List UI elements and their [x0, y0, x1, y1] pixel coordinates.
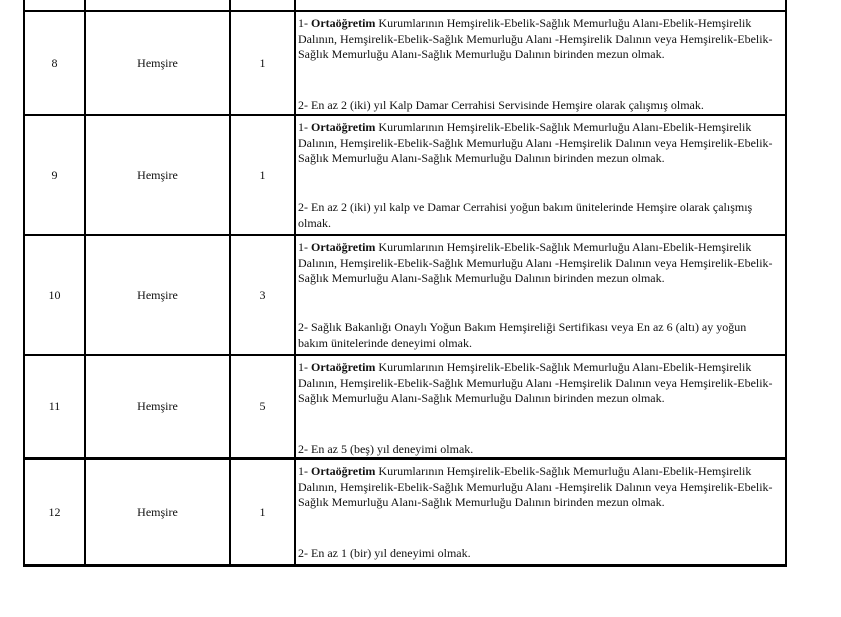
table-row — [25, 12, 785, 116]
requirement-1: 1- Ortaöğretim Kurumlarının Hemşirelik-Ebelik-Sağlık Memurluğu Alanı-Ebelik-Hemşirelik Dalının, Hemşirelik-Ebelik-Sağlık Memurluğu Alanı -Hemşirelik Dalının veya Hemşirelik-Ebelik-Sağlık Memurluğu Alanı-Sağlık Memurluğu Dalının birinden mezun olmak. — [298, 120, 773, 165]
cell-no: 10 — [25, 236, 86, 354]
cell-count: 1 — [231, 460, 296, 564]
requirement-2: 2- En az 5 (beş) yıl deneyimi olmak. — [298, 442, 474, 456]
requirement-2: 2- En az 2 (iki) yıl kalp ve Damar Cerrahisi yoğun bakım ünitelerinde Hemşire olarak çalışmış olmak. — [298, 200, 753, 230]
cell-requirements — [296, 460, 785, 564]
cell-title: Hemşire — [86, 460, 231, 564]
cell-requirements — [296, 236, 785, 354]
requirement-2: 2- En az 2 (iki) yıl Kalp Damar Cerrahisi Servisinde Hemşire olarak çalışmış olmak. — [298, 98, 704, 112]
requirement-2: 2- Sağlık Bakanlığı Onaylı Yoğun Bakım Hemşireliği Sertifikası veya En az 6 (altı) ay yoğun bakım ünitelerinde deneyimi olmak. — [298, 320, 747, 350]
cell-no: 12 — [25, 460, 86, 564]
table-row-partial — [25, 0, 785, 12]
requirement-1: 1- Ortaöğretim Kurumlarının Hemşirelik-Ebelik-Sağlık Memurluğu Alanı-Ebelik-Hemşirelik Dalının, Hemşirelik-Ebelik-Sağlık Memurluğu Alanı -Hemşirelik Dalının veya Hemşirelik-Ebelik-Sağlık Memurluğu Alanı-Sağlık Memurluğu Dalının birinden mezun olmak. — [298, 464, 773, 509]
cell-requirements — [296, 12, 785, 114]
table-row — [25, 356, 785, 460]
cell-title: Hemşire — [86, 356, 231, 457]
cell-no: 8 — [25, 12, 86, 114]
cell-requirements — [296, 0, 785, 10]
cell-count: 1 — [231, 12, 296, 114]
cell-requirements — [296, 116, 785, 234]
requirement-1: 1- Ortaöğretim Kurumlarının Hemşirelik-Ebelik-Sağlık Memurluğu Alanı-Ebelik-Hemşirelik Dalının, Hemşirelik-Ebelik-Sağlık Memurluğu Alanı -Hemşirelik Dalının veya Hemşirelik-Ebelik-Sağlık Memurluğu Alanı-Sağlık Memurluğu Dalının birinden mezun olmak. — [298, 16, 773, 61]
requirement-2: 2- En az 1 (bir) yıl deneyimi olmak. — [298, 546, 471, 560]
requirement-1: 1- Ortaöğretim Kurumlarının Hemşirelik-Ebelik-Sağlık Memurluğu Alanı-Ebelik-Hemşirelik Dalının, Hemşirelik-Ebelik-Sağlık Memurluğu Alanı -Hemşirelik Dalının veya Hemşirelik-Ebelik-Sağlık Memurluğu Alanı-Sağlık Memurluğu Dalının birinden mezun olmak. — [298, 360, 773, 405]
cell-title: Hemşire — [86, 116, 231, 234]
cell-title — [86, 0, 231, 10]
cell-no: 11 — [25, 356, 86, 457]
cell-requirements — [296, 356, 785, 457]
cell-count — [231, 0, 296, 10]
table-row — [25, 236, 785, 356]
table-row — [25, 116, 785, 236]
cell-no — [25, 0, 86, 10]
cell-count: 3 — [231, 236, 296, 354]
requirements-table — [23, 0, 787, 567]
cell-title: Hemşire — [86, 12, 231, 114]
cell-count: 1 — [231, 116, 296, 234]
requirement-1: 1- Ortaöğretim Kurumlarının Hemşirelik-Ebelik-Sağlık Memurluğu Alanı-Ebelik-Hemşirelik Dalının, Hemşirelik-Ebelik-Sağlık Memurluğu Alanı -Hemşirelik Dalının veya Hemşirelik-Ebelik-Sağlık Memurluğu Alanı-Sağlık Memurluğu Dalının birinden mezun olmak. — [298, 240, 773, 285]
cell-no: 9 — [25, 116, 86, 234]
table-row — [25, 460, 785, 564]
cell-count: 5 — [231, 356, 296, 457]
cell-title: Hemşire — [86, 236, 231, 354]
